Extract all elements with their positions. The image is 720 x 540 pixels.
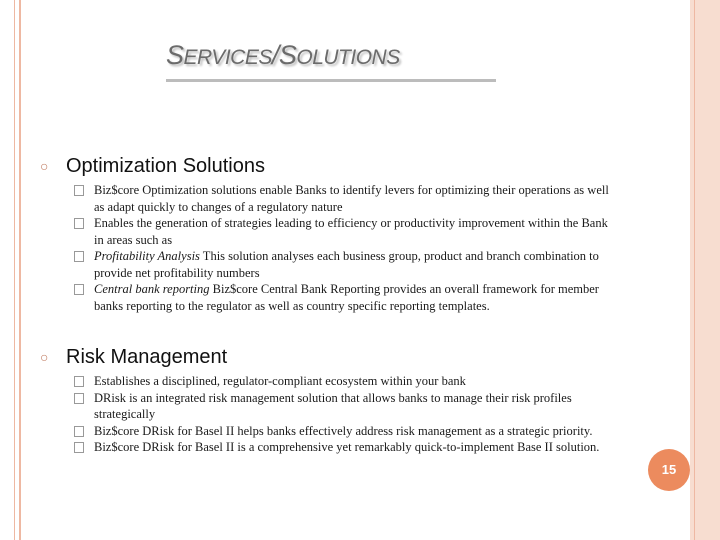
left-frame-line <box>14 0 15 540</box>
item-lead: Central bank reporting <box>94 282 210 296</box>
section-optimization <box>40 154 614 314</box>
section-heading-text: Risk Management <box>66 346 228 368</box>
checkbox-bullet-icon <box>74 284 84 295</box>
page-number-badge: 15 <box>648 449 690 491</box>
checkbox-bullet-icon <box>74 426 84 437</box>
list-item <box>40 281 614 314</box>
list-item <box>40 390 614 423</box>
item-text: Biz$core Central Bank Reporting provides an overall framework for member banks reporting to the regulator as well as country specific reporting templates. <box>94 282 599 313</box>
item-text: DRisk is an integrated risk management solution that allows banks to manage their risk profiles strategically <box>94 390 572 421</box>
checkbox-bullet-icon <box>74 442 84 453</box>
section-risk-management <box>40 345 614 456</box>
title-s-rest: ERVICES <box>183 46 272 69</box>
title-s-cap: S <box>166 40 184 70</box>
bullet-ring-icon: ○ <box>40 158 49 174</box>
item-text: Biz$core Optimization solutions enable Banks to identify levers for optimizing their operations as well as adapt quickly to changes of a regulatory nature <box>94 183 609 214</box>
item-text: Enables the generation of strategies leading to efficiency or productivity improvement within the Bank in areas such as <box>94 216 608 247</box>
list-item <box>40 439 614 456</box>
item-text: Establishes a disciplined, regulator-compliant ecosystem within your bank <box>94 374 466 388</box>
section-heading <box>40 345 614 369</box>
slide-title <box>166 40 400 78</box>
list-item <box>40 182 614 215</box>
list-item <box>40 248 614 281</box>
title-underline <box>166 79 496 82</box>
item-text: Biz$core DRisk for Basel II helps banks effectively address risk management as a strategic priority. <box>94 423 593 438</box>
item-lead: Profitability Analysis <box>94 249 200 263</box>
list-item <box>40 215 614 248</box>
checkbox-bullet-icon <box>74 185 84 196</box>
left-frame-line-2 <box>19 0 21 540</box>
title-slash: / <box>271 40 279 70</box>
checkbox-bullet-icon <box>74 393 84 404</box>
checkbox-bullet-icon <box>74 218 84 229</box>
list-item <box>40 373 614 390</box>
checkbox-bullet-icon <box>74 376 84 387</box>
bullet-list <box>40 373 614 456</box>
item-text: This solution analyses each business group, product and branch combination to provide net profitability numbers <box>94 249 599 280</box>
section-heading-text: Optimization Solutions <box>66 155 265 177</box>
right-frame-line <box>694 0 695 540</box>
title-o-rest: OLUTIONS <box>296 46 400 69</box>
list-item <box>40 423 614 440</box>
checkbox-bullet-icon <box>74 251 84 262</box>
title-o-cap: S <box>278 40 297 70</box>
bullet-ring-icon: ○ <box>40 349 49 365</box>
section-heading <box>40 154 614 178</box>
bullet-list <box>40 182 614 314</box>
item-text: Biz$core DRisk for Basel II is a comprehensive yet remarkably quick-to-implement Base II solution. <box>94 440 600 454</box>
